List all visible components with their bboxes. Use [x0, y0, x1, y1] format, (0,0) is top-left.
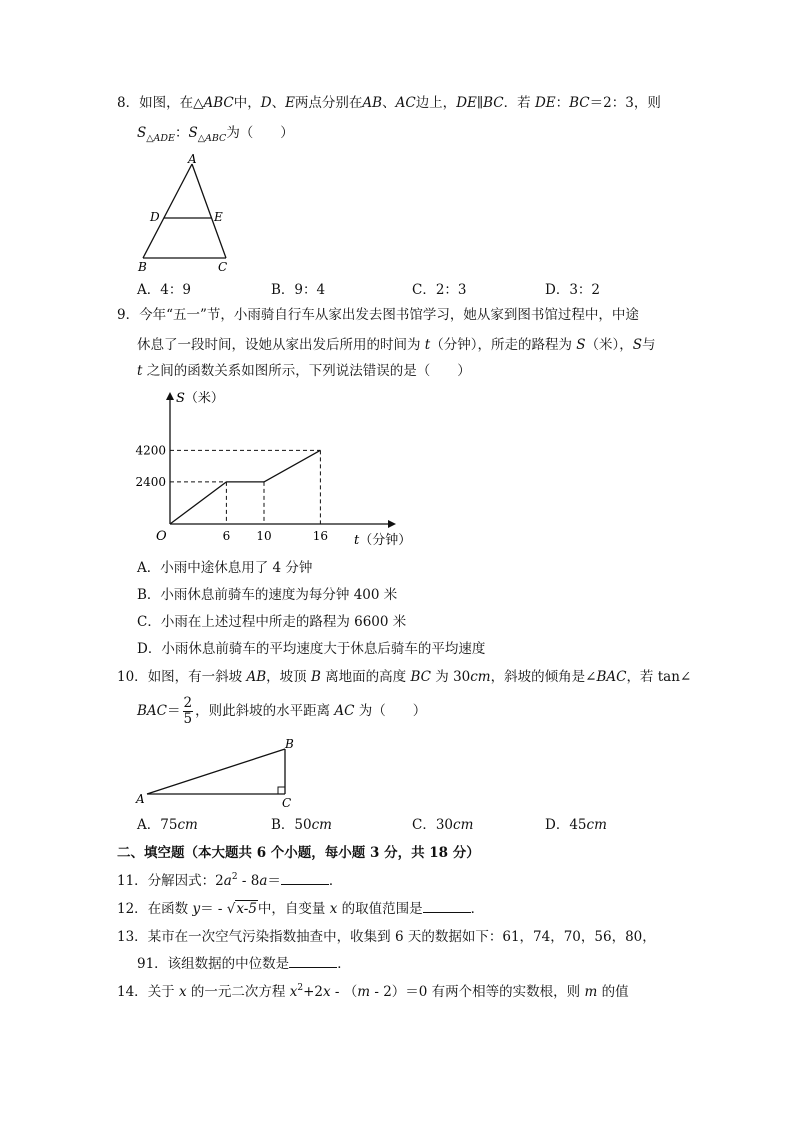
q8-line2 — [137, 124, 294, 144]
q10-option-d[interactable] — [545, 816, 607, 834]
text: ． — [328, 873, 343, 889]
text: 中， — [233, 95, 261, 111]
y-tick-label-2400: 2400 — [135, 474, 166, 489]
x-axis-arrow-icon — [388, 520, 396, 528]
label-b: B — [138, 260, 147, 274]
text: AC — [395, 95, 416, 111]
text: ＝2：3，则 — [589, 95, 661, 111]
text: 在函数 — [147, 901, 193, 917]
q11-number: 11． — [117, 873, 148, 889]
text: - （ — [330, 984, 358, 1000]
q12-answer-blank[interactable] — [423, 900, 471, 913]
text: x — [289, 984, 298, 1000]
text: BAC — [137, 703, 167, 719]
text: S — [137, 125, 147, 141]
q10-number: 10． — [117, 669, 148, 685]
y-tick-label-4200: 4200 — [135, 443, 166, 458]
q10-option-b[interactable] — [271, 816, 332, 834]
text: 休息了一段时间，设她从家出发后所用的时间为 — [137, 337, 425, 353]
text: ： — [555, 95, 570, 111]
origin-label: O — [156, 529, 167, 544]
label-b: B — [285, 737, 294, 751]
text: BC — [410, 669, 431, 685]
series-segment-3 — [264, 450, 320, 482]
section-title-fill-in: 二、填空题（本大题共 6 个小题，每小题 3 分，共 18 分） — [117, 845, 480, 861]
q9-option-d[interactable]: D．小雨休息前骑车的平均速度大于休息后骑车的平均速度 — [137, 641, 486, 657]
label-d: D — [150, 210, 160, 224]
q9-option-b[interactable]: B．小雨休息前骑车的速度为每分钟 400 米 — [137, 587, 398, 603]
q8-option-c[interactable]: C．2：3 — [412, 282, 467, 298]
q9-option-c[interactable]: C．小雨在上述过程中所走的路程为 6600 米 — [137, 614, 407, 630]
radical-sign: √ — [226, 901, 236, 917]
q8-option-d[interactable]: D．3：2 — [545, 282, 601, 298]
text: a — [223, 873, 232, 889]
text: x-5 — [236, 901, 257, 917]
text: BC — [569, 95, 590, 111]
text: 91．该组数据的中位数是 — [137, 956, 290, 972]
text: - 8 — [237, 873, 260, 889]
text: 为 30 — [430, 669, 471, 685]
text: ． — [470, 901, 485, 917]
q8-option-a[interactable]: A．4：9 — [137, 282, 191, 298]
q9-option-a[interactable]: A．小雨中途休息用了 4 分钟 — [137, 560, 313, 576]
q14-number: 14． — [117, 984, 148, 1000]
text: cm — [453, 817, 474, 833]
text: 如图，在△ — [139, 95, 204, 111]
text: 某市在一次空气污染指数抽查中，收集到 6 天的数据如下：61，74，70，56，80， — [147, 929, 656, 945]
q10-slope-figure — [130, 735, 310, 813]
q9-line3 — [137, 362, 471, 380]
label-c: C — [218, 260, 228, 274]
slope-ab — [147, 749, 285, 794]
text: 边上， — [415, 95, 457, 111]
text: 中，自变量 — [257, 901, 330, 917]
text: ＝ — [267, 873, 281, 889]
series-segment-1 — [170, 482, 226, 524]
text: ，坡顶 — [266, 669, 311, 685]
q8-triangle-figure — [130, 150, 250, 275]
text: 今年“五一”节，小雨骑自行车从家出发去图书馆学习，她从家到图书馆过程中，中途 — [139, 307, 639, 323]
text: DE — [456, 95, 477, 111]
q13-answer-blank[interactable] — [289, 955, 337, 968]
text: D — [260, 95, 272, 111]
x-tick-label-10: 10 — [256, 529, 272, 543]
q9-number: 9． — [117, 307, 140, 323]
text: 2 — [297, 983, 304, 993]
label-e: E — [214, 210, 223, 224]
text: 离地面的高度 — [320, 669, 411, 685]
text: E — [285, 95, 295, 111]
text: 为（ ） — [226, 125, 294, 141]
text: ，斜坡的倾角是∠ — [490, 669, 597, 685]
q10-line2 — [137, 694, 426, 728]
text: ＝ - — [200, 901, 227, 917]
text: cm — [177, 817, 198, 833]
text: C．30 — [412, 817, 454, 833]
text: 、 — [382, 95, 396, 111]
text: ．若 — [503, 95, 535, 111]
text: t — [137, 363, 143, 379]
q11 — [117, 872, 342, 892]
text: 分解因式：2 — [147, 873, 224, 889]
text: ： — [174, 125, 189, 141]
q8-line1 — [117, 94, 661, 112]
text: x — [322, 984, 331, 1000]
x-tick-label-16: 16 — [312, 529, 329, 543]
y-axis-label: S（米） — [176, 391, 224, 406]
text: cm — [470, 669, 491, 685]
text: 为（ ） — [354, 703, 427, 719]
text: 两点分别在 — [294, 95, 363, 111]
x-tick-label-6: 6 — [222, 529, 231, 543]
text: cm — [311, 817, 332, 833]
text: a — [259, 873, 268, 889]
text: 、 — [271, 95, 286, 111]
text: B — [310, 669, 321, 685]
text: +2 — [303, 984, 323, 1000]
text: 关于 — [147, 984, 179, 1000]
text: DE — [534, 95, 556, 111]
text: x — [178, 984, 187, 1000]
text: 之间的函数关系如图所示，下列说法错误的是（ ） — [142, 363, 471, 379]
q12-number: 12． — [117, 901, 148, 917]
text: △ADE — [146, 133, 175, 144]
label-a: A — [188, 152, 197, 166]
text: （分钟），所走的路程为 — [430, 337, 577, 353]
q10-option-c[interactable] — [412, 816, 473, 834]
x-axis-label: t（分钟） — [354, 533, 412, 548]
text: D．45 — [545, 817, 587, 833]
q13-line2 — [137, 955, 351, 973]
text: 如图，有一斜坡 — [147, 669, 247, 685]
text: S — [188, 125, 198, 141]
y-axis-arrow-icon — [166, 392, 174, 400]
fraction-two-fifths — [183, 696, 194, 727]
q14 — [117, 983, 629, 1003]
text: B．50 — [271, 817, 312, 833]
q9-distance-time-chart — [130, 380, 420, 555]
text: ＝ — [167, 703, 181, 719]
text: ． — [337, 956, 351, 972]
text: 与 — [642, 337, 656, 353]
text: cm — [586, 817, 607, 833]
text: ，若 tan∠ — [626, 669, 692, 685]
text: - 2）＝0 有两个相等的实数根，则 — [370, 984, 585, 1000]
q13-number: 13． — [117, 929, 148, 945]
text: x — [329, 901, 338, 917]
text: ，则此斜坡的水平距离 — [195, 703, 335, 719]
right-angle-mark-icon — [278, 787, 285, 794]
text: t — [424, 337, 431, 353]
text: m — [357, 984, 371, 1000]
text: （米）， — [585, 337, 633, 353]
text: y — [192, 901, 201, 917]
q8-option-b[interactable]: B．9：4 — [271, 282, 326, 298]
text: △ABC — [197, 133, 227, 144]
q13-line1 — [117, 928, 656, 946]
text: 的值 — [597, 984, 629, 1000]
text: ABC — [203, 95, 234, 111]
text: 2 — [231, 872, 238, 882]
q10-option-a[interactable] — [137, 816, 198, 834]
text: 5 — [183, 711, 193, 727]
q11-answer-blank[interactable] — [281, 872, 329, 885]
q8-number: 8． — [117, 95, 140, 111]
text: A．75 — [137, 817, 178, 833]
q12 — [117, 900, 484, 918]
text: 的取值范围是 — [337, 901, 423, 917]
text: BAC — [596, 669, 627, 685]
text: m — [584, 984, 598, 1000]
text: AB — [246, 669, 267, 685]
text: ∥ — [476, 95, 484, 111]
q9-line1 — [117, 306, 639, 324]
text: S — [576, 337, 586, 353]
text: AB — [362, 95, 383, 111]
text: BC — [483, 95, 504, 111]
label-a: A — [136, 792, 145, 806]
text: S — [632, 337, 643, 353]
text: 2 — [183, 695, 193, 711]
label-c: C — [282, 796, 292, 810]
text: AC — [334, 703, 355, 719]
text: 的一元二次方程 — [186, 984, 290, 1000]
q10-line1 — [117, 668, 691, 686]
q9-line2 — [137, 336, 656, 354]
